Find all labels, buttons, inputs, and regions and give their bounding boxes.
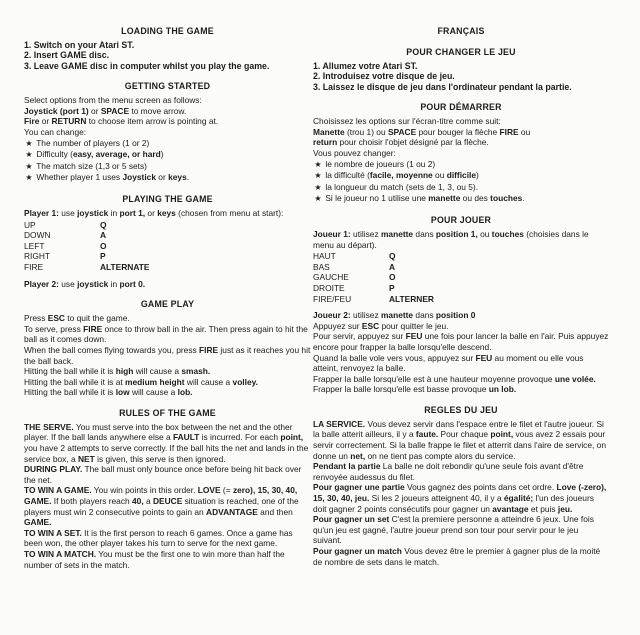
key-row: DROITE P	[313, 282, 395, 293]
gameplay-line: Hitting the ball while it is high will cause a smash.	[24, 366, 211, 377]
star-bullet-icon: ★	[25, 173, 33, 183]
play-line: Frapper la balle lorsqu'elle est à une hauteur moyenne provoque une volée.	[313, 373, 596, 384]
loading-step: 1. Switch on your Atari ST.	[24, 40, 135, 50]
key-row: FIRE ALTERNATE	[24, 261, 150, 272]
english-column	[24, 26, 311, 570]
star-bullet-icon: ★	[314, 159, 322, 169]
start-title: POUR DÉMARRER	[420, 102, 502, 113]
gameplay-line: When the ball comes flying towards you, press FIRE just as it reaches you hit the ball back.	[24, 344, 311, 366]
change-step: 2. Introduisez votre disque de jeu.	[313, 71, 455, 82]
star-bullet-icon: ★	[25, 161, 33, 171]
start-intro: Choisissez les options sur l'écran-titre comme suit:	[313, 116, 501, 127]
gs-joystick-line: Joystick (port 1) or SPACE to move arrow.	[24, 105, 187, 116]
player2-line: Player 2: use joystick in port 0.	[24, 278, 146, 289]
regle-set: Pour gagner un set C'est la premiere personne a atteindre 6 jeux. Une fois qu'un jeu est gagné, l'autre joueur prend son tour pour servir pour le jeu suivant.	[313, 514, 594, 546]
regle-service: LA SERVICE. Vous devez servir dans l'espace entre le filet et l'autre joueur. Si la balle atterit ailleurs, il y a faute. Pour chaque point, vous avez 2 essais pour servir correctement. Si la balle frappe le filet et atterrit dans l'aire de service, on donne un net, on ne tient pas compte alors du service.	[313, 418, 606, 461]
gameplay-title: GAME PLAY	[140, 299, 195, 310]
play-line: Appuyez sur ESC pour quitter le jeu.	[313, 320, 449, 331]
regle-gagner-partie: Pour gagner une partie Vous gagnez des points dans cet ordre. Love (-zero), 15, 30, 40, jeu. Si les 2 joueurs atteignent 40, il y a égalité; l'un des joueurs doit gagner 2 points consécutifs pour gagner un avantage et puis jeu.	[313, 482, 607, 514]
gs-can-change: You can change:	[24, 127, 87, 137]
gs-option: ★ Whether player 1 uses Joystick or keys.	[25, 172, 190, 183]
gameplay-line: Hitting the ball while it is at medium height will cause a volley.	[24, 376, 258, 387]
key-row: DOWN A	[24, 230, 107, 241]
french-column	[313, 26, 609, 567]
rule-play: DURING PLAY. The ball must only bounce once before being hit back over the net.	[24, 464, 302, 485]
gameplay-line: Press ESC to quit the game.	[24, 313, 130, 324]
change-title: POUR CHANGER LE JEU	[406, 47, 516, 57]
start-option: ★ la difficulté (facile, moyenne ou difficile)	[314, 170, 479, 181]
start-can: Vous pouvez changer:	[313, 148, 396, 158]
start-option: ★ la longueur du match (sets de 1, 3, ou 5).	[314, 181, 479, 192]
key-table	[24, 220, 149, 273]
gs-option: ★ The match size (1,3 or 5 sets)	[25, 160, 147, 171]
gs-fire-line: Fire or RETURN to choose item arrow is pointing at.	[24, 116, 219, 127]
start-option: ★ Si le joueur no 1 utilise une manette ou des touches.	[314, 193, 525, 204]
change-step: 3. Laissez le disque de jeu dans l'ordinateur pendant la partie.	[313, 81, 572, 92]
change-step: 1. Allumez votre Atari ST.	[313, 61, 418, 71]
key-row: GAUCHE O	[313, 272, 396, 283]
play-line: Frapper la balle lorsqu'elle est basse provoque un lob.	[313, 384, 517, 395]
key-row: RIGHT P	[24, 251, 106, 262]
start-line: return pour choisir l'objet désigné par la flèche.	[313, 137, 489, 148]
rule-set: TO WIN A SET. It is the first person to reach 6 games. Once a game has been won, the other player takes his turn to serve for the next game.	[24, 527, 293, 549]
rule-match: TO WIN A MATCH. You must be the first one to win more than half the number of sets in the match.	[24, 549, 285, 570]
gs-option: ★ The number of players (1 or 2)	[25, 137, 150, 148]
rule-game: TO WIN A GAME. You win points in this order. LOVE (= zero), 15, 30, 40, GAME. If both players reach 40, a DEUCE situation is reached, one of the players must win 2 consecutive points to gain an ADVANTAGE and then GAME.	[24, 485, 299, 528]
play-title: POUR JOUER	[430, 214, 492, 225]
key-row: FIRE/FEU ALTERNER	[313, 293, 434, 304]
start-line: Manette (trou 1) ou SPACE pour bouger la flèche FIRE ou	[313, 126, 531, 137]
player1-line: Player 1: use joystick in port 1, or keys (chosen from menu at start):	[24, 207, 284, 218]
rules-title: RULES OF THE GAME	[119, 407, 216, 418]
loading-title: LOADING THE GAME	[121, 26, 214, 36]
playing-title: PLAYING THE GAME	[122, 193, 213, 204]
regle-match: Pour gagner un match Vous devez être le premier à gagner plus de la moité de nombre de sets dans le match.	[313, 546, 601, 567]
star-bullet-icon: ★	[314, 171, 322, 181]
key-table	[313, 251, 434, 304]
gameplay-line: Hitting the ball while it is low will cause a lob.	[24, 387, 193, 398]
star-bullet-icon: ★	[25, 138, 33, 148]
gameplay-line: To serve, press FIRE once to throw ball in the air. Then press again to hit the ball as it comes down.	[24, 323, 308, 345]
star-bullet-icon: ★	[314, 194, 322, 204]
star-bullet-icon: ★	[25, 150, 33, 160]
key-row: LEFT O	[24, 240, 107, 251]
lang-title: FRANÇAIS	[437, 26, 485, 36]
play-line: Pour servir, appuyez sur FEU une fois pour lancer la balle en l'air. Puis appuyez encore pour frapper la balle lorsqu'elle descend.	[313, 331, 609, 352]
key-row: BAS A	[313, 261, 396, 272]
rules-title-fr: REGLES DU JEU	[424, 404, 498, 415]
gs-option: ★ Difficulty (easy, average, or hard)	[25, 149, 164, 160]
star-bullet-icon: ★	[314, 182, 322, 192]
loading-step: 2. Insert GAME disc.	[24, 50, 110, 61]
play-line: Quand la balle vole vers vous, appuyez sur FEU au moment ou elle vous atteint, renvoyez la balle.	[313, 352, 584, 374]
joueur1-line: Joueur 1: utilisez manette dans position 1, ou touches (choisies dans le menu au départ).	[313, 228, 589, 250]
rule-serve: THE SERVE. You must serve into the box between the net and the other player. If the ball lands anywhere else a FAULT is incurred. For each point, you have 2 attempts to serve correctly. If the ball hits the net and lands in the service box, a NET is given, this serve is then ignored.	[24, 421, 309, 464]
loading-step: 3. Leave GAME disc in computer whilst you play the game.	[24, 60, 270, 71]
start-option: ★ le nombre de joueurs (1 ou 2)	[314, 158, 436, 169]
key-row: UP Q	[24, 219, 107, 230]
key-row: HAUT Q	[313, 251, 396, 262]
getting-started-title: GETTING STARTED	[124, 81, 211, 92]
regle-partie: Pendant la partie La balle ne doit rebondir qu'une seule fois avant d'être renvoyée audessus du filet.	[313, 461, 584, 482]
gs-intro: Select options from the menu screen as follows:	[24, 95, 202, 106]
joueur2-line: Joueur 2: utilisez manette dans position 0	[313, 310, 476, 321]
